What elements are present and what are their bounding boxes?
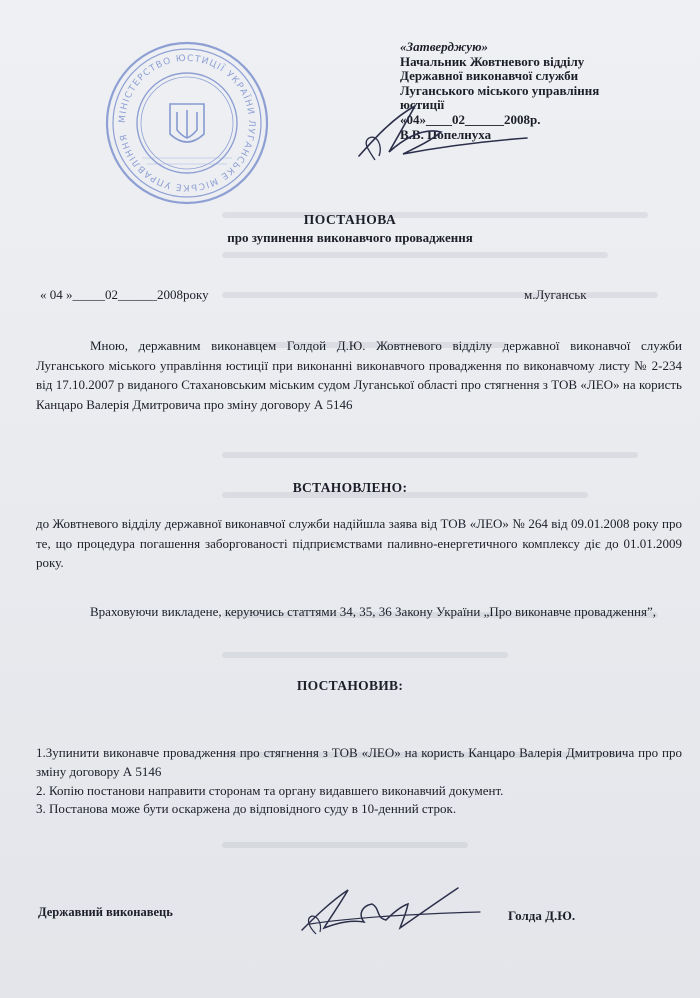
approval-position-line: Начальник Жовтневого відділу	[400, 53, 585, 69]
approval-service-line: Державної виконавчої служби	[400, 68, 579, 84]
executor-signature	[290, 878, 490, 940]
document-city: м.Луганськ	[524, 287, 587, 302]
decision-item-3: 3. Постанова може бути оскаржена до відповідного суду в 10-денний строк.	[36, 801, 457, 817]
signer-name: Голда Д.Ю.	[508, 908, 576, 923]
document-date: « 04 »_____02______2008року	[40, 287, 209, 302]
approval-justice-line: юстиції	[400, 97, 445, 113]
established-heading: ВСТАНОВЛЕНО:	[292, 480, 408, 495]
approval-department-line: Луганського міського управління	[400, 82, 600, 98]
decision-item-2: 2. Копію постанови направити сторонам та органу видавшего виконавчий документ.	[36, 782, 504, 798]
approval-date-line: «04»____02______2008р.	[400, 111, 541, 127]
approver-signature	[345, 98, 535, 168]
decisions-list	[36, 744, 682, 819]
svg-text:МІНІСТЕРСТВО ЮСТИЦІЇ УКРАЇНИ Л: МІНІСТЕРСТВО ЮСТИЦІЇ УКРАЇНИ ЛУГАНСЬКЕ МІСЬКЕ УПРАВЛІННЯ	[117, 53, 257, 193]
signer-title: Державний виконавець	[38, 905, 173, 919]
official-seal-stamp	[102, 38, 272, 208]
document-subtitle: про зупинення виконавчого провадження	[227, 230, 473, 245]
decided-heading: ПОСТАНОВИВ:	[296, 678, 404, 693]
trident-emblem-icon	[170, 104, 204, 142]
intro-paragraph: Мною, державним виконавцем Голдой Д.Ю. Жовтневого відділу державної виконавчої служби Луганського міського управління юстиції при виконанні виконавчого провадження по виконавчому листу № 2-234 від 17.10.2007 р виданого Стахановським міським судом Луганської області про стягнення з ТОВ «ЛЕО» на користь Канцаро Валерія Дмитровича про зміну договору А 5146	[36, 338, 682, 412]
established-paragraph: до Жовтневого відділу державної виконавчої служби надійшла заява від ТОВ «ЛЕО» № 264 від 09.01.2008 року про те, що процедура погашення заборгованості підприємствами паливно-енергетичного комплексу діє до 01.01.2009 року.	[36, 516, 682, 571]
approval-heading: «Затверджую»	[400, 39, 489, 54]
document-title: ПОСТАНОВА	[303, 212, 397, 227]
approval-signer-name: В.В. Попелнуха	[400, 126, 492, 142]
decision-item-1: 1.Зупинити виконавче провадження про стягнення з ТОВ «ЛЕО» на користь Канцаро Валерія Дмитровича про про зміну договору А 5146	[36, 745, 682, 779]
considering-paragraph: Враховуючи викладене, керуючись статтями 34, 35, 36 Закону України „Про виконавче провадження”,	[90, 604, 656, 619]
